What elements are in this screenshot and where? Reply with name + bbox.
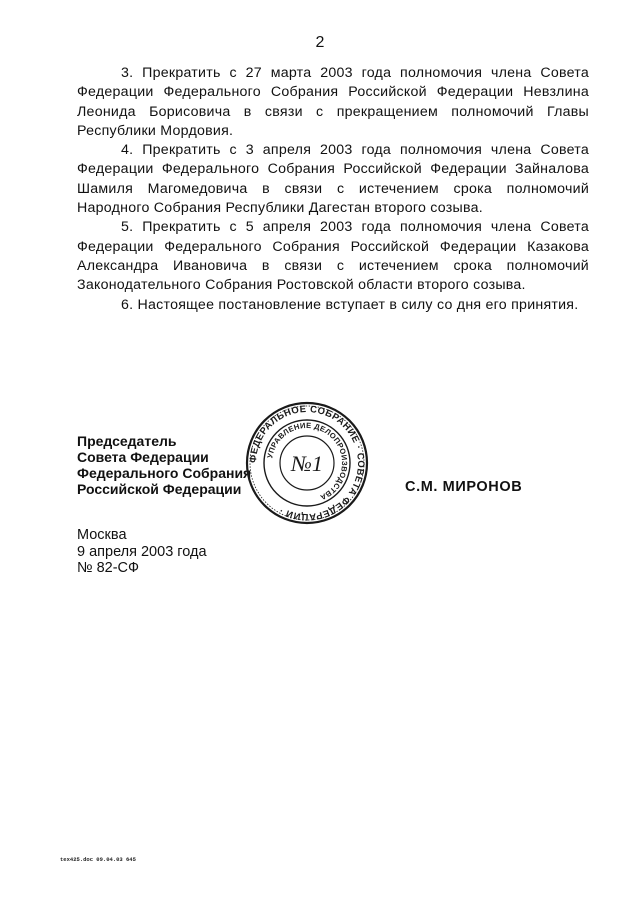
signer-title-line: Председатель [77,433,177,449]
document-number: № 82-СФ [77,560,140,576]
file-reference: tex425.doc 09.04.03 645 [60,856,136,863]
paragraph-6: 6. Настоящее постановление вступает в силу со дня его принятия. [121,296,579,313]
signer-title [77,433,267,497]
issue-place: Москва [77,527,127,543]
signer-title-line: Совета Федерации [77,449,209,465]
paragraph-4: 4. Прекратить с 3 апреля 2003 года полномочия члена Совета Федерации Федерального Собрания Российской Федерации Зайналова Шамиля Магомедовича в связи с истечением срока полномочий Народного Собрания Республики Дагестан второго созыва. [77,142,589,217]
signer-title-line: Федерального Собрания [77,465,252,481]
paragraph-3: 3. Прекратить с 27 марта 2003 года полномочия члена Совета Федерации Федерального Собрания Российской Федерации Невзлина Леонида Борисовича в связи с прекращением полномочий Главы Республики Мордовия. [77,65,589,139]
seal-number: №1 [291,451,323,476]
decree-body [77,64,589,315]
seal-inner-text: УПРАВЛЕНИЕ ДЕЛОПРОИЗВОДСТВА [265,420,350,503]
paragraph-5: 5. Прекратить с 5 апреля 2003 года полномочия члена Совета Федерации Федерального Собрания Российской Федерации Казакова Александра Ивановича в связи с истечением срока полномочий Законодательного Собрания Ростовской области второго созыва. [77,219,589,294]
official-seal-icon [244,400,370,526]
issue-details [77,527,207,577]
page-number: 2 [315,34,325,51]
signer-title-line: Российской Федерации [77,481,242,497]
signer-name: С.М. МИРОНОВ [405,479,523,495]
issue-date: 9 апреля 2003 года [77,543,207,560]
seal-outer-text: ФЕДЕРАЛЬНОЕ СОБРАНИЕ · СОВЕТА ФЕДЕРАЦИИ · [247,403,367,523]
